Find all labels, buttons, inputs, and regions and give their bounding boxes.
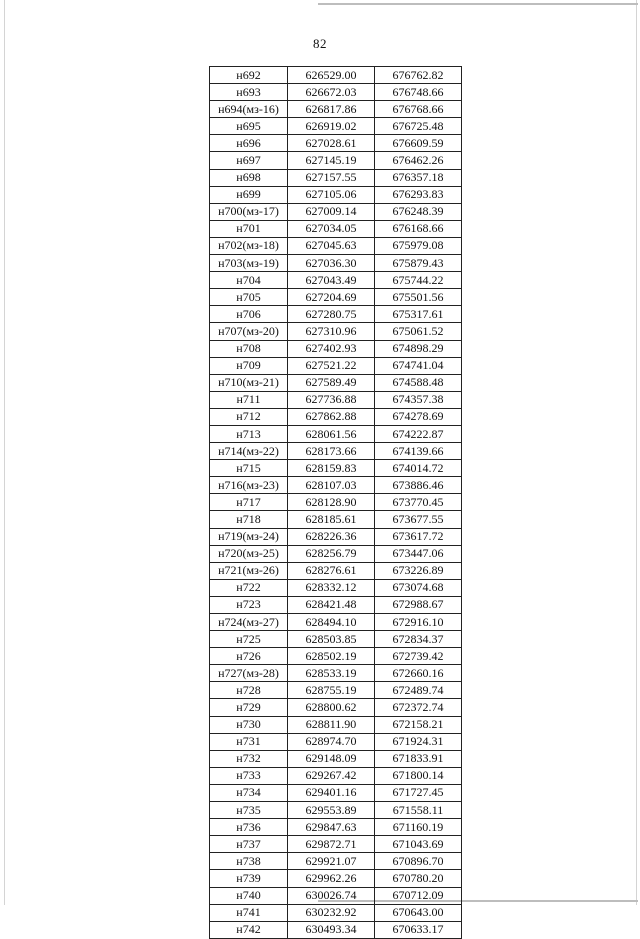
point-id-cell: н736: [210, 819, 288, 836]
y-coordinate-cell: 675979.08: [375, 237, 462, 254]
table-row: [210, 272, 462, 289]
x-coordinate-cell: 628974.70: [288, 733, 375, 750]
x-coordinate-cell: 627521.22: [288, 357, 375, 374]
y-coordinate-cell: 676725.48: [375, 118, 462, 135]
y-coordinate-cell: 672739.42: [375, 648, 462, 665]
table-row: [210, 494, 462, 511]
point-id-cell: н731: [210, 733, 288, 750]
table-row: [210, 921, 462, 938]
point-id-cell: н724(мз-27): [210, 614, 288, 631]
point-id-cell: н707(мз-20): [210, 323, 288, 340]
y-coordinate-cell: 672489.74: [375, 682, 462, 699]
y-coordinate-cell: 676762.82: [375, 67, 462, 84]
x-coordinate-cell: 630493.34: [288, 921, 375, 938]
table-row: [210, 579, 462, 596]
table-row: [210, 340, 462, 357]
x-coordinate-cell: 628276.61: [288, 562, 375, 579]
x-coordinate-cell: 628502.19: [288, 648, 375, 665]
y-coordinate-cell: 673617.72: [375, 528, 462, 545]
point-id-cell: н714(мз-22): [210, 443, 288, 460]
point-id-cell: н706: [210, 306, 288, 323]
scan-top-mark: [318, 3, 638, 5]
table-row: [210, 152, 462, 169]
table-row: [210, 84, 462, 101]
point-id-cell: н742: [210, 921, 288, 938]
table-row: [210, 819, 462, 836]
x-coordinate-cell: 628533.19: [288, 665, 375, 682]
x-coordinate-cell: 629847.63: [288, 819, 375, 836]
x-coordinate-cell: 628755.19: [288, 682, 375, 699]
x-coordinate-cell: 627045.63: [288, 237, 375, 254]
x-coordinate-cell: 628503.85: [288, 631, 375, 648]
table-row: [210, 255, 462, 272]
y-coordinate-cell: 673074.68: [375, 579, 462, 596]
table-row: [210, 135, 462, 152]
point-id-cell: н697: [210, 152, 288, 169]
point-id-cell: н711: [210, 391, 288, 408]
table-row: [210, 853, 462, 870]
x-coordinate-cell: 630026.74: [288, 887, 375, 904]
table-row: [210, 870, 462, 887]
y-coordinate-cell: 671558.11: [375, 802, 462, 819]
y-coordinate-cell: 675501.56: [375, 289, 462, 306]
x-coordinate-cell: 628061.56: [288, 425, 375, 442]
point-id-cell: н739: [210, 870, 288, 887]
table-row: [210, 67, 462, 84]
table-row: [210, 391, 462, 408]
point-id-cell: н741: [210, 904, 288, 921]
table-row: [210, 203, 462, 220]
table-row: [210, 323, 462, 340]
point-id-cell: н700(мз-17): [210, 203, 288, 220]
point-id-cell: н723: [210, 596, 288, 613]
point-id-cell: н713: [210, 425, 288, 442]
point-id-cell: н722: [210, 579, 288, 596]
x-coordinate-cell: 630232.92: [288, 904, 375, 921]
point-id-cell: н698: [210, 169, 288, 186]
x-coordinate-cell: 627043.49: [288, 272, 375, 289]
x-coordinate-cell: 628226.36: [288, 528, 375, 545]
y-coordinate-cell: 676168.66: [375, 220, 462, 237]
table-row: [210, 631, 462, 648]
y-coordinate-cell: 676768.66: [375, 101, 462, 118]
x-coordinate-cell: 627028.61: [288, 135, 375, 152]
x-coordinate-cell: 628811.90: [288, 716, 375, 733]
x-coordinate-cell: 626672.03: [288, 84, 375, 101]
table-row: [210, 408, 462, 425]
y-coordinate-cell: 673226.89: [375, 562, 462, 579]
table-row: [210, 784, 462, 801]
y-coordinate-cell: 671924.31: [375, 733, 462, 750]
table-row: [210, 289, 462, 306]
point-id-cell: н702(мз-18): [210, 237, 288, 254]
y-coordinate-cell: 672158.21: [375, 716, 462, 733]
point-id-cell: н715: [210, 460, 288, 477]
table-row: [210, 477, 462, 494]
y-coordinate-cell: 674898.29: [375, 340, 462, 357]
x-coordinate-cell: 628332.12: [288, 579, 375, 596]
y-coordinate-cell: 675061.52: [375, 323, 462, 340]
y-coordinate-cell: 676609.59: [375, 135, 462, 152]
point-id-cell: н733: [210, 767, 288, 784]
table-row: [210, 169, 462, 186]
y-coordinate-cell: 671727.45: [375, 784, 462, 801]
table-row: [210, 767, 462, 784]
point-id-cell: н712: [210, 408, 288, 425]
point-id-cell: н705: [210, 289, 288, 306]
x-coordinate-cell: 626919.02: [288, 118, 375, 135]
y-coordinate-cell: 670780.20: [375, 870, 462, 887]
point-id-cell: н738: [210, 853, 288, 870]
y-coordinate-cell: 670712.09: [375, 887, 462, 904]
table-row: [210, 562, 462, 579]
x-coordinate-cell: 627402.93: [288, 340, 375, 357]
x-coordinate-cell: 628494.10: [288, 614, 375, 631]
x-coordinate-cell: 626817.86: [288, 101, 375, 118]
table-row: [210, 904, 462, 921]
y-coordinate-cell: 674222.87: [375, 425, 462, 442]
table-row: [210, 614, 462, 631]
table-row: [210, 118, 462, 135]
table-row: [210, 665, 462, 682]
table-row: [210, 733, 462, 750]
y-coordinate-cell: 673677.55: [375, 511, 462, 528]
table-row: [210, 887, 462, 904]
x-coordinate-cell: 627736.88: [288, 391, 375, 408]
x-coordinate-cell: 628173.66: [288, 443, 375, 460]
point-id-cell: н727(мз-28): [210, 665, 288, 682]
x-coordinate-cell: 628128.90: [288, 494, 375, 511]
point-id-cell: н693: [210, 84, 288, 101]
point-id-cell: н692: [210, 67, 288, 84]
point-id-cell: н726: [210, 648, 288, 665]
x-coordinate-cell: 627157.55: [288, 169, 375, 186]
x-coordinate-cell: 629921.07: [288, 853, 375, 870]
point-id-cell: н717: [210, 494, 288, 511]
point-id-cell: н725: [210, 631, 288, 648]
y-coordinate-cell: 676248.39: [375, 203, 462, 220]
y-coordinate-cell: 673770.45: [375, 494, 462, 511]
point-id-cell: н710(мз-21): [210, 374, 288, 391]
x-coordinate-cell: 627589.49: [288, 374, 375, 391]
x-coordinate-cell: 629148.09: [288, 750, 375, 767]
table-row: [210, 648, 462, 665]
point-id-cell: н699: [210, 186, 288, 203]
y-coordinate-cell: 672988.67: [375, 596, 462, 613]
point-id-cell: н728: [210, 682, 288, 699]
x-coordinate-cell: 629267.42: [288, 767, 375, 784]
x-coordinate-cell: 628159.83: [288, 460, 375, 477]
x-coordinate-cell: 627280.75: [288, 306, 375, 323]
y-coordinate-cell: 672916.10: [375, 614, 462, 631]
x-coordinate-cell: 627036.30: [288, 255, 375, 272]
y-coordinate-cell: 670633.17: [375, 921, 462, 938]
table-row: [210, 750, 462, 767]
point-id-cell: н720(мз-25): [210, 545, 288, 562]
point-id-cell: н701: [210, 220, 288, 237]
y-coordinate-cell: 671043.69: [375, 836, 462, 853]
x-coordinate-cell: 628185.61: [288, 511, 375, 528]
point-id-cell: н719(мз-24): [210, 528, 288, 545]
y-coordinate-cell: 673447.06: [375, 545, 462, 562]
y-coordinate-cell: 672372.74: [375, 699, 462, 716]
y-coordinate-cell: 674741.04: [375, 357, 462, 374]
point-id-cell: н734: [210, 784, 288, 801]
page-number: 82: [313, 36, 327, 51]
point-id-cell: н721(мз-26): [210, 562, 288, 579]
y-coordinate-cell: 674139.66: [375, 443, 462, 460]
table-row: [210, 836, 462, 853]
y-coordinate-cell: 674014.72: [375, 460, 462, 477]
y-coordinate-cell: 670643.00: [375, 904, 462, 921]
table-row: [210, 306, 462, 323]
point-id-cell: н740: [210, 887, 288, 904]
table-row: [210, 716, 462, 733]
x-coordinate-cell: 628256.79: [288, 545, 375, 562]
table-row: [210, 357, 462, 374]
table-row: [210, 528, 462, 545]
table-row: [210, 802, 462, 819]
x-coordinate-cell: 629872.71: [288, 836, 375, 853]
y-coordinate-cell: 675879.43: [375, 255, 462, 272]
x-coordinate-cell: 629962.26: [288, 870, 375, 887]
point-id-cell: н729: [210, 699, 288, 716]
y-coordinate-cell: 671160.19: [375, 819, 462, 836]
y-coordinate-cell: 672660.16: [375, 665, 462, 682]
point-id-cell: н732: [210, 750, 288, 767]
table-row: [210, 186, 462, 203]
point-id-cell: н708: [210, 340, 288, 357]
point-id-cell: н716(мз-23): [210, 477, 288, 494]
point-id-cell: н696: [210, 135, 288, 152]
x-coordinate-cell: 628421.48: [288, 596, 375, 613]
y-coordinate-cell: 676748.66: [375, 84, 462, 101]
point-id-cell: н694(мз-16): [210, 101, 288, 118]
table-row: [210, 699, 462, 716]
table-row: [210, 596, 462, 613]
point-id-cell: н703(мз-19): [210, 255, 288, 272]
table-row: [210, 425, 462, 442]
x-coordinate-cell: 627862.88: [288, 408, 375, 425]
y-coordinate-cell: 670896.70: [375, 853, 462, 870]
y-coordinate-cell: 675317.61: [375, 306, 462, 323]
x-coordinate-cell: 627204.69: [288, 289, 375, 306]
table-row: [210, 511, 462, 528]
point-id-cell: н735: [210, 802, 288, 819]
y-coordinate-cell: 676293.83: [375, 186, 462, 203]
point-id-cell: н695: [210, 118, 288, 135]
table-row: [210, 545, 462, 562]
y-coordinate-cell: 676462.26: [375, 152, 462, 169]
coordinates-table: [209, 66, 462, 939]
scan-edge-left: [4, 0, 5, 905]
y-coordinate-cell: 674357.38: [375, 391, 462, 408]
y-coordinate-cell: 674588.48: [375, 374, 462, 391]
point-id-cell: н718: [210, 511, 288, 528]
table-row: [210, 682, 462, 699]
x-coordinate-cell: 627145.19: [288, 152, 375, 169]
x-coordinate-cell: 629401.16: [288, 784, 375, 801]
coordinates-table-body: [210, 67, 462, 939]
point-id-cell: н737: [210, 836, 288, 853]
x-coordinate-cell: 628107.03: [288, 477, 375, 494]
x-coordinate-cell: 629553.89: [288, 802, 375, 819]
table-row: [210, 101, 462, 118]
y-coordinate-cell: 671800.14: [375, 767, 462, 784]
y-coordinate-cell: 676357.18: [375, 169, 462, 186]
y-coordinate-cell: 675744.22: [375, 272, 462, 289]
table-row: [210, 237, 462, 254]
x-coordinate-cell: 628800.62: [288, 699, 375, 716]
y-coordinate-cell: 671833.91: [375, 750, 462, 767]
x-coordinate-cell: 627034.05: [288, 220, 375, 237]
point-id-cell: н704: [210, 272, 288, 289]
table-row: [210, 460, 462, 477]
x-coordinate-cell: 627009.14: [288, 203, 375, 220]
point-id-cell: н730: [210, 716, 288, 733]
y-coordinate-cell: 673886.46: [375, 477, 462, 494]
table-row: [210, 220, 462, 237]
table-row: [210, 374, 462, 391]
table-row: [210, 443, 462, 460]
scan-edge-right: [636, 0, 637, 905]
y-coordinate-cell: 674278.69: [375, 408, 462, 425]
x-coordinate-cell: 627105.06: [288, 186, 375, 203]
x-coordinate-cell: 626529.00: [288, 67, 375, 84]
y-coordinate-cell: 672834.37: [375, 631, 462, 648]
x-coordinate-cell: 627310.96: [288, 323, 375, 340]
point-id-cell: н709: [210, 357, 288, 374]
